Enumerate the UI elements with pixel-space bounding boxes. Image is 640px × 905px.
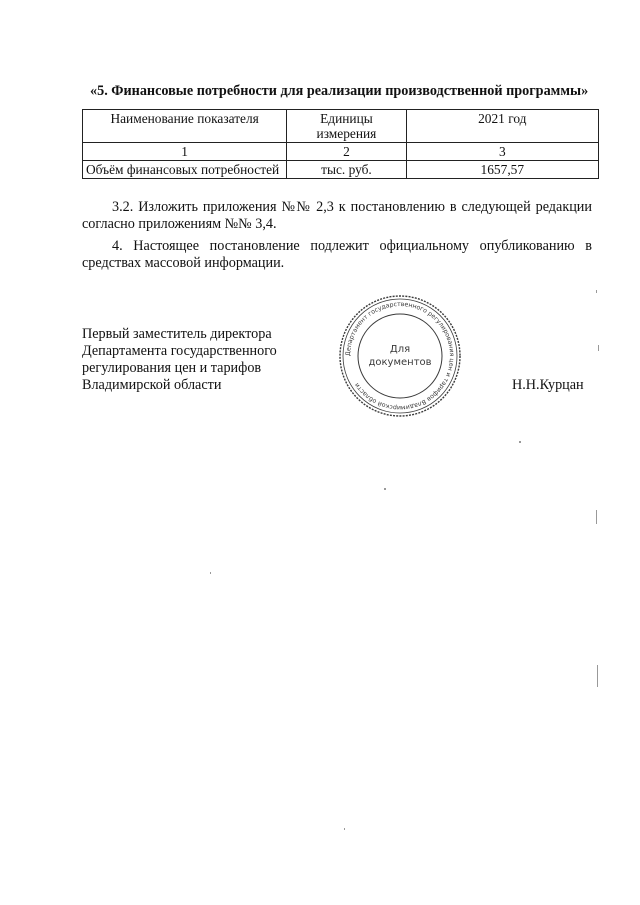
stamp-inner-ring [358,314,442,398]
signature-line: Департамента государственного [82,343,277,359]
table-cell-name: Объём финансовых потребностей [83,161,287,179]
signature-line: Владимирской области [82,377,222,393]
scan-speck [519,441,521,443]
table-cell-value: 1657,57 [406,161,598,179]
stamp-center-line2: документов [368,357,432,368]
table-number-cell: 1 [83,143,287,161]
paragraph-3-2: 3.2. Изложить приложения №№ 2,3 к постановлению в следующей редакции согласно приложениям №№ 3,4. [82,199,592,232]
table-cell-unit: тыс. руб. [287,161,406,179]
table-number-row [83,143,599,161]
table-header-cell: Наименование показателя [83,110,287,143]
scan-speck [598,345,599,351]
financial-needs-table [82,109,599,179]
scan-speck [596,290,597,293]
official-stamp [338,294,462,418]
scan-speck [384,488,386,490]
section-heading: «5. Финансовые потребности для реализации производственной программы» [90,83,589,99]
signature-block [82,326,277,394]
stamp-center-line1: Для [389,344,411,355]
scan-speck [596,510,597,524]
signature-line: регулирования цен и тарифов [82,360,262,376]
scan-speck [210,572,211,574]
scan-speck [597,665,598,687]
signature-line: Первый заместитель директора [82,326,272,342]
paragraph-4: 4. Настоящее постановление подлежит официальному опубликованию в средствах массовой информации. [82,238,592,271]
table-header-cell: Единицы измерения [287,110,406,143]
table-header-row [83,110,599,143]
table-number-cell: 2 [287,143,406,161]
scan-speck [344,828,345,830]
table-row [83,161,599,179]
signatory-name: Н.Н.Курцан [512,377,584,393]
table-number-cell: 3 [406,143,598,161]
table-header-cell: 2021 год [406,110,598,143]
stamp-inner-ring-outer [343,299,457,413]
stamp-ring-text: Департамент государственного регулирования цен и тарифов Владимирской области [344,300,456,412]
